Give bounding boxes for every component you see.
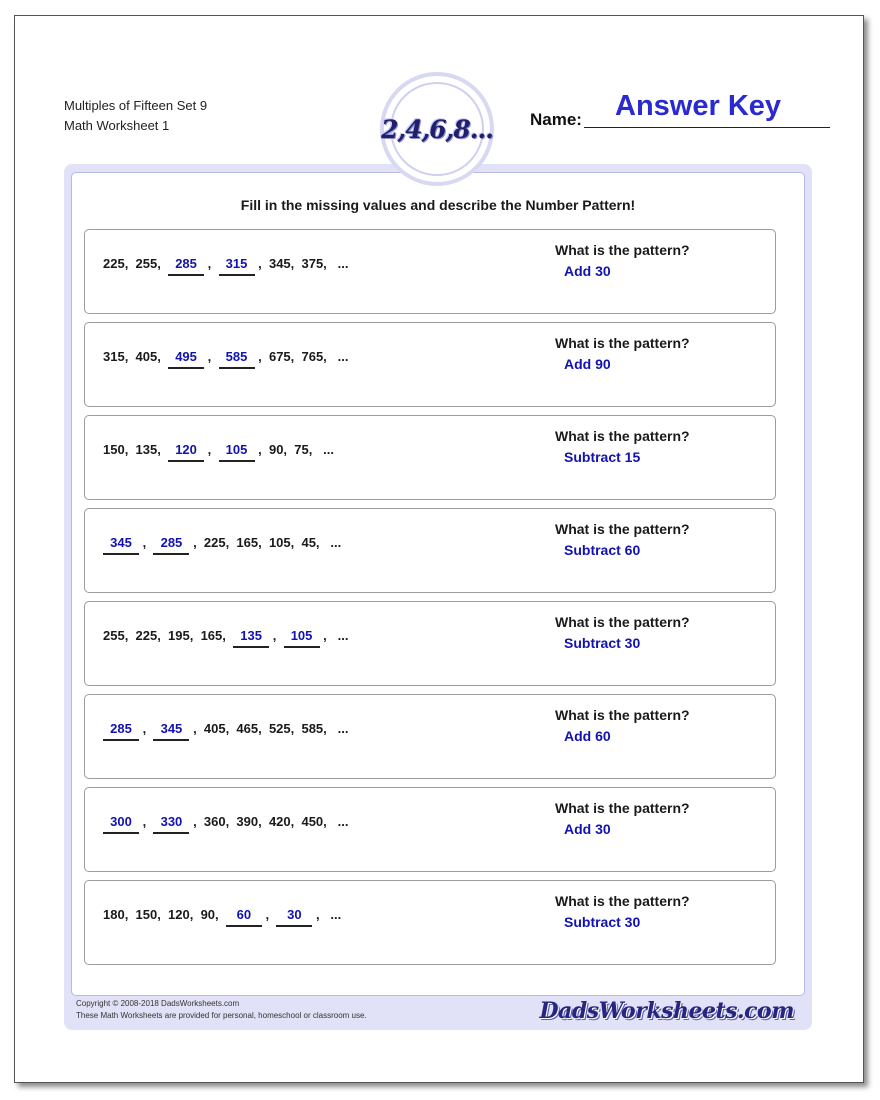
sequence-text: , ...: [319, 628, 349, 643]
problem-row: [84, 601, 776, 686]
pattern-question: What is the pattern?: [555, 893, 690, 909]
pattern-answer: Add 90: [564, 356, 611, 372]
worksheet-title: Multiples of Fifteen Set 9: [64, 98, 208, 113]
pattern-answer: Subtract 15: [564, 449, 641, 465]
answer-blank: 285: [103, 721, 139, 741]
sequence-text: ,: [204, 442, 219, 457]
pattern-question: What is the pattern?: [555, 242, 690, 258]
pattern-question: What is the pattern?: [555, 335, 690, 351]
name-line: [584, 127, 830, 128]
sequence-text: , 360, 390, 420, 450, ...: [189, 814, 349, 829]
sequence-text: , 225, 165, 105, 45, ...: [189, 535, 342, 550]
answer-blank: 285: [168, 256, 204, 276]
sequence-text: ,: [269, 628, 284, 643]
sequence-text: ,: [139, 535, 154, 550]
sequence-text: ,: [204, 256, 219, 271]
pattern-answer: Subtract 30: [564, 914, 641, 930]
worksheet-frame: [64, 164, 812, 1030]
sequence-text: 255, 225, 195, 165,: [103, 628, 234, 643]
answer-blank: 345: [153, 721, 189, 741]
instruction-text: Fill in the missing values and describe the Number Pattern!: [240, 197, 636, 213]
answer-blank: 60: [226, 907, 262, 927]
answer-blank: 315: [219, 256, 255, 276]
sequence-text: 225, 255,: [103, 256, 169, 271]
problem-row: [84, 508, 776, 593]
sequence-text: , 90, 75, ...: [254, 442, 335, 457]
number-sequence: [103, 721, 348, 741]
footer-text: [76, 998, 367, 1022]
answer-blank: 300: [103, 814, 139, 834]
sequence-text: ,: [261, 907, 277, 922]
dadsworksheets-logo: DadsWorksheets.com: [539, 998, 794, 1024]
sequence-text: ,: [139, 814, 154, 829]
name-label: Name:: [530, 110, 582, 129]
number-sequence: [103, 442, 334, 462]
pattern-answer: Subtract 30: [564, 635, 641, 651]
answer-blank: 135: [233, 628, 269, 648]
usage-notice: These Math Worksheets are provided for personal, homeschool or classroom use.: [76, 1011, 367, 1020]
problem-row: [84, 229, 776, 314]
badge-inner-ring: [381, 82, 493, 176]
sequence-text: , ...: [312, 907, 342, 922]
problem-row: [84, 415, 776, 500]
answer-key-title: Answer Key: [615, 90, 782, 122]
pattern-answer: Add 60: [564, 728, 611, 744]
copyright-text: Copyright © 2008-2018 DadsWorksheets.com: [76, 999, 240, 1008]
number-sequence: [103, 907, 341, 927]
answer-blank: 120: [168, 442, 204, 462]
answer-blank: 330: [153, 814, 189, 834]
problem-row: [84, 880, 776, 965]
answer-blank: 495: [168, 349, 204, 369]
answer-blank: 105: [284, 628, 320, 648]
pattern-question: What is the pattern?: [555, 800, 690, 816]
number-sequence: [103, 256, 348, 276]
sequence-text: 315, 405,: [103, 349, 169, 364]
number-sequence: [103, 814, 348, 834]
pattern-question: What is the pattern?: [555, 428, 690, 444]
pattern-answer: Add 30: [564, 821, 611, 837]
pattern-answer: Add 30: [564, 263, 611, 279]
number-sequence: [103, 628, 348, 648]
sequence-text: 150, 135,: [103, 442, 169, 457]
answer-blank: 30: [276, 907, 312, 927]
sequence-text: , 675, 765, ...: [254, 349, 349, 364]
worksheet-header: [64, 96, 207, 136]
sequence-text: ,: [139, 721, 154, 736]
pattern-question: What is the pattern?: [555, 521, 690, 537]
answer-blank: 345: [103, 535, 139, 555]
number-pattern-badge: [380, 72, 494, 186]
pattern-answer: Subtract 60: [564, 542, 641, 558]
badge-text: 2,4,6,8...: [381, 114, 493, 144]
problem-row: [84, 787, 776, 872]
pattern-question: What is the pattern?: [555, 614, 690, 630]
number-sequence: [103, 535, 341, 555]
number-sequence: [103, 349, 348, 369]
answer-blank: 285: [153, 535, 189, 555]
answer-blank: 585: [219, 349, 255, 369]
sequence-text: , 405, 465, 525, 585, ...: [189, 721, 349, 736]
sequence-text: 180, 150, 120, 90,: [103, 907, 226, 922]
problem-row: [84, 322, 776, 407]
answer-blank: 105: [219, 442, 255, 462]
sequence-text: ,: [204, 349, 219, 364]
problem-row: [84, 694, 776, 779]
problems-panel: [71, 172, 805, 996]
worksheet-subtitle: Math Worksheet 1: [64, 118, 170, 133]
pattern-question: What is the pattern?: [555, 707, 690, 723]
sequence-text: , 345, 375, ...: [254, 256, 349, 271]
